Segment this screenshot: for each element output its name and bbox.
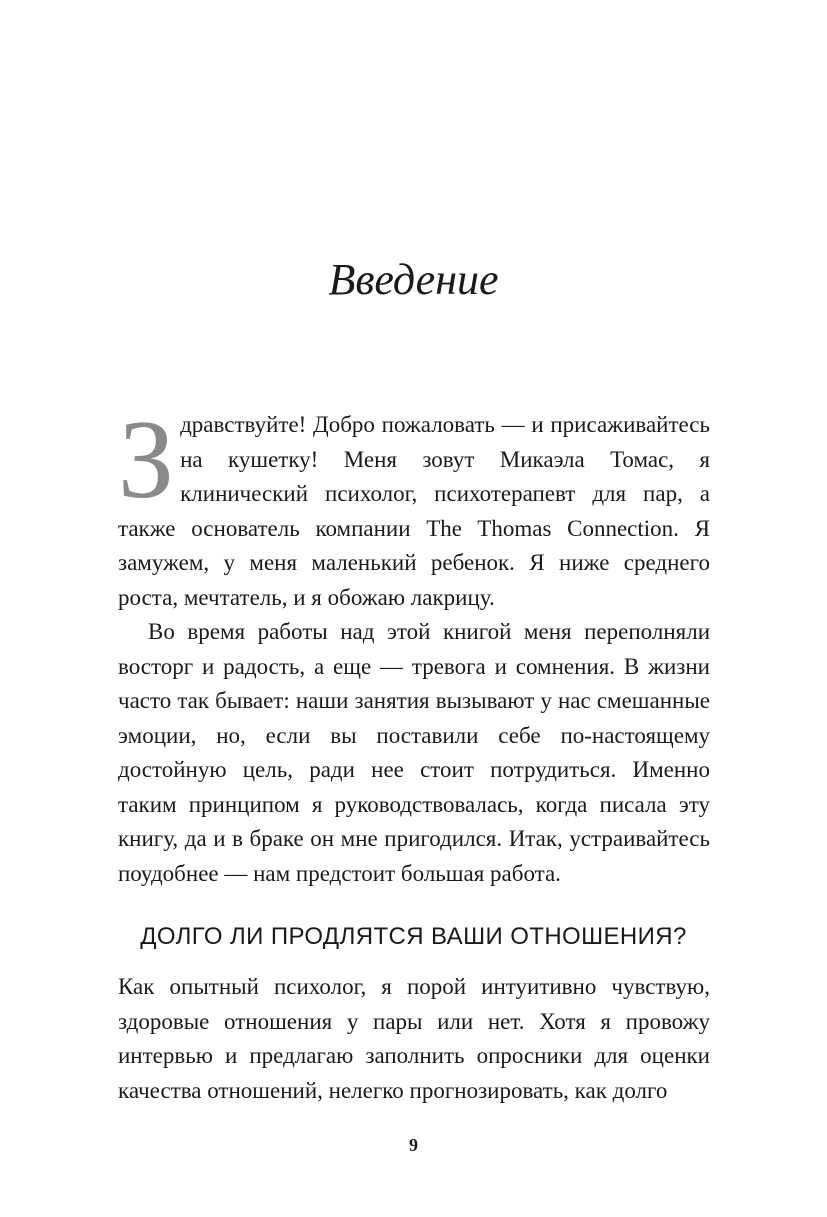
intro-paragraph-1: дравствуйте! Добро пожаловать — и присаживайтесь на кушетку! Меня зовут Микаэла Томас, я клинический психолог, психотерапевт для пар, а также основатель компании The Thomas Connection. Я замужем, у меня маленький ребенок. Я ниже среднего роста, мечтатель, и я обожаю лакрицу. <box>118 412 710 610</box>
intro-paragraph-2: Во время работы над этой книгой меня переполняли восторг и радость, а еще — тревога и сомнения. В жизни часто так бывает: наши занятия вызывают у нас смешанные эмоции, но, если вы поставили себе по-настоящему достойную цель, ради нее стоит потрудиться. Именно таким принципом я руководствовалась, когда писала эту книгу, да и в браке он мне пригодился. Итак, устраивайтесь поудобнее — нам предстоит большая работа. <box>118 619 710 886</box>
page-number: 9 <box>409 1135 418 1155</box>
drop-cap: З <box>118 398 175 522</box>
section-paragraph: Как опытный психолог, я порой интуитивно чувствую, здоровые отношения у пары или нет. Хотя я провожу интервью и предлагаю заполнить опросники для оценки качества отношений, нелегко прогнозировать, как долго <box>118 974 710 1103</box>
section-body <box>118 970 710 1108</box>
intro-section <box>118 398 710 891</box>
chapter-title: Введение <box>328 255 499 304</box>
section-heading: ДОЛГО ЛИ ПРОДЛЯТСЯ ВАШИ ОТНОШЕНИЯ? <box>140 923 687 950</box>
